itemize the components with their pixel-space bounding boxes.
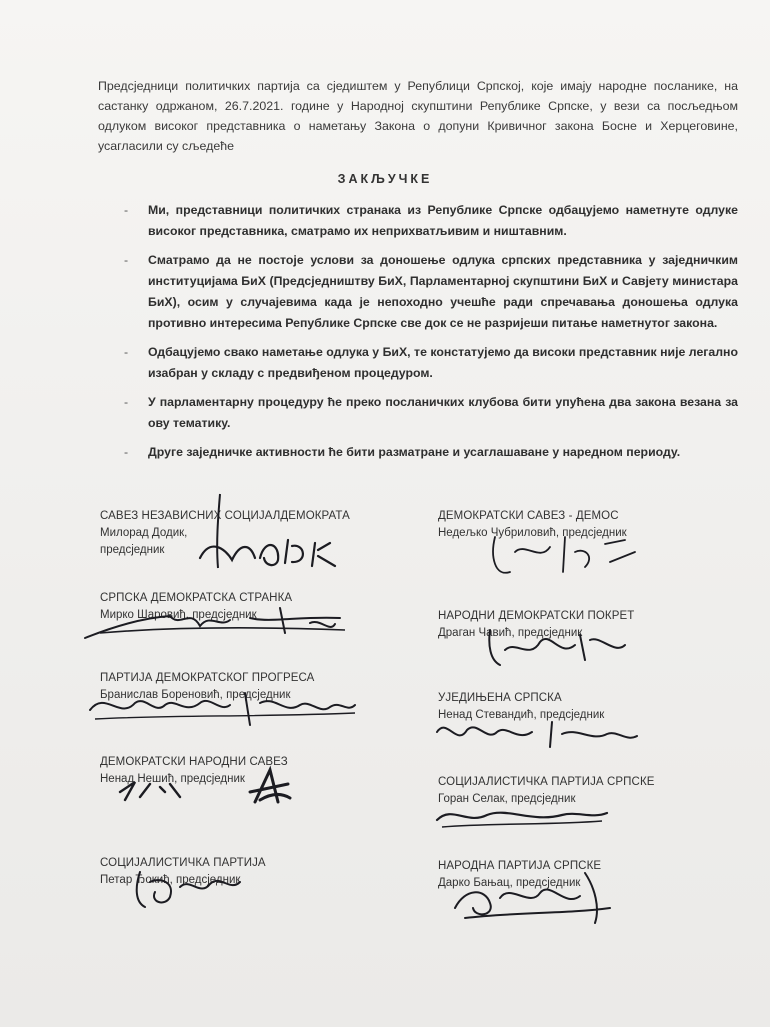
- party-name: НАРОДНИ ДЕМОКРАТСКИ ПОКРЕТ: [438, 610, 635, 622]
- conclusion-text: Одбацујемо свако наметање одлука у БиХ, те констатујемо да високи представник није легално изабран у складу с предвиђеном процедуром.: [148, 345, 738, 380]
- conclusion-item: [118, 250, 738, 334]
- signatory-pdp: [100, 670, 314, 704]
- signatory-name: Недељко Чубриловић, предсједник: [438, 527, 627, 539]
- signatory-name: Ненад Стевандић, предсједник: [438, 709, 605, 721]
- list-dash: -: [124, 253, 129, 267]
- signatory-name: Милорад Додик,: [100, 527, 188, 539]
- signatory-name: Бранислав Бореновић, предсједник: [100, 689, 291, 701]
- conclusion-text: Друге заједничке активности ће бити разматране и усаглашаване у наредном периоду.: [148, 445, 681, 459]
- signatory-dns: [100, 754, 288, 788]
- intro-paragraph: Предсједници политичких партија са сједиштем у Републици Српској, које имају народне посланике, на састанку одржаном, 26.7.2021. године у Народној скупштини Републике Српске, у вези са посљедњом одлуком високог представника о наметању Закона о допуни Кривичног закона Босне и Херцеговине, усагласили су сљедеће: [98, 79, 738, 153]
- party-name: ПАРТИЈА ДЕМОКРАТСКОГ ПРОГРЕСА: [100, 672, 315, 684]
- list-dash: -: [124, 445, 129, 459]
- list-dash: -: [124, 203, 129, 217]
- list-dash: -: [124, 395, 129, 409]
- signatory-demos: [438, 508, 627, 542]
- conclusion-item: [118, 342, 738, 384]
- heading-conclusions: ЗАКЉУЧКЕ: [337, 172, 433, 186]
- party-name: СРПСКА ДЕМОКРАТСКА СТРАНКА: [100, 592, 293, 604]
- party-name: СОЦИЈАЛИСТИЧКА ПАРТИЈА: [100, 857, 266, 869]
- signatory-ndp: [438, 608, 634, 642]
- conclusion-item: [118, 200, 738, 242]
- party-name: ДЕМОКРАТСКИ САВЕЗ - ДЕМОС: [438, 510, 619, 522]
- party-name: САВЕЗ НЕЗАВИСНИХ СОЦИЈАЛДЕМОКРАТА: [100, 510, 350, 522]
- party-name: ДЕМОКРАТСКИ НАРОДНИ САВЕЗ: [100, 756, 288, 768]
- conclusion-item: [118, 442, 738, 463]
- signatory-sps: [438, 774, 655, 808]
- signatory-snsd: [100, 508, 350, 559]
- signatory-sp: [100, 855, 266, 889]
- list-dash: -: [124, 345, 129, 359]
- signatory-name: Ненад Нешић, предсједник: [100, 773, 245, 785]
- signatory-name: Дарко Бањац, предсједник: [438, 877, 581, 889]
- signatory-us: [438, 690, 604, 724]
- conclusion-item: [118, 392, 738, 434]
- conclusion-text: У парламентарну процедуру ће преко посланичких клубова бити упућена два закона везана за ову тематику.: [148, 395, 738, 430]
- signatory-name: Горан Селак, предсједник: [438, 793, 576, 805]
- conclusion-text: Сматрамо да не постоје услови за доношење одлука српских представника у заједничким институцијама БиХ (Предсједништву БиХ, Парламентарној скупштини БиХ и Савјету министара БиХ), осим у случајевима када је непоходно учешће ради спречавања доношења одлука противно интересима Републике Српске све док се не разријеши питање наметнутог закона.: [148, 253, 738, 330]
- conclusions-list: [118, 200, 738, 471]
- signatory-sds: [100, 590, 292, 624]
- signatory-name: Петар Ђокић, предсједник: [100, 874, 241, 886]
- signatory-nps: [438, 858, 601, 892]
- conclusion-text: Ми, представници политичких странака из Републике Српске одбацујемо наметнуте одлуке високог представника, сматрамо их неприхватљивим и ништавним.: [148, 203, 738, 238]
- party-name: УЈЕДИЊЕНА СРПСКА: [438, 692, 562, 704]
- signatory-role: предсједник: [100, 544, 165, 556]
- party-name: СОЦИЈАЛИСТИЧКА ПАРТИЈА СРПСКЕ: [438, 776, 655, 788]
- signatory-name: Мирко Шаровић, предсједник: [100, 609, 257, 621]
- party-name: НАРОДНА ПАРТИЈА СРПСКЕ: [438, 860, 602, 872]
- signatory-name: Драган Чавић, предсједник: [438, 627, 583, 639]
